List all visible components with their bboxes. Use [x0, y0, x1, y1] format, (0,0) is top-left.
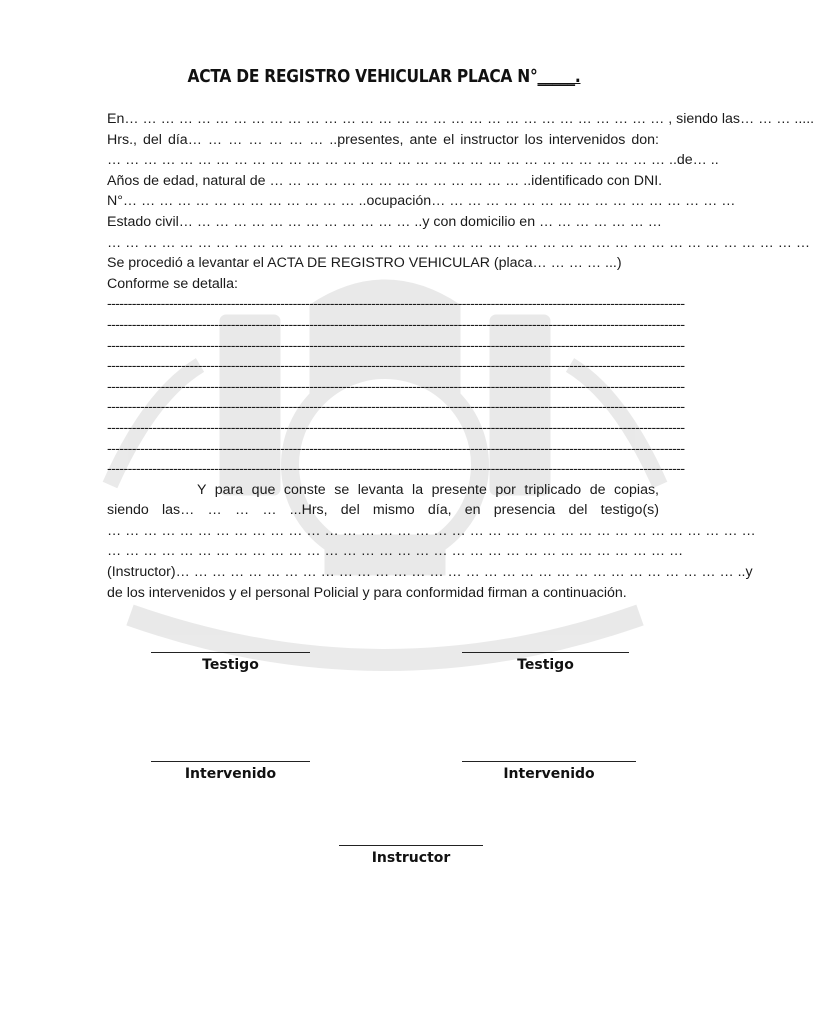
detail-dash-line: -------------------------------------------------------------------------------------------------------------------------------------------- [107, 419, 685, 436]
signature-label: Instructor [371, 850, 451, 866]
signature-line [151, 761, 310, 762]
detail-dash-line: -------------------------------------------------------------------------------------------------------------------------------------------- [107, 461, 685, 478]
body-line: Estado civil… … … … … … … … … … … … … ..y con domicilio en … … … … … … … [107, 213, 662, 230]
plate-number-blank: _____. [537, 66, 581, 87]
signature-line [151, 652, 310, 653]
detail-dash-line: -------------------------------------------------------------------------------------------------------------------------------------------- [107, 399, 685, 416]
body-line: N°… … … … … … … … … … … … … ..ocupación… … … … … … … … … … … … … … … … … [107, 193, 736, 210]
document-title [54, 66, 714, 87]
detail-dash-line: -------------------------------------------------------------------------------------------------------------------------------------------- [107, 378, 685, 395]
signature-line [462, 652, 629, 653]
body-line: de los intervenidos y el personal Policial y para conformidad firman a continuación. [107, 584, 627, 601]
signature-line [339, 845, 483, 846]
body-line: … … … … … … … … … … … … … … … … … … … … … … … … … … … … … … … ..de… .. [107, 152, 719, 169]
signature-testigo-right [462, 652, 629, 673]
body-line: Hrs., del día… … … … … … … ..presentes, ante el instructor los intervenidos don: [107, 131, 659, 148]
signature-instructor [339, 845, 483, 866]
body-line: Y para que conste se levanta la presente por triplicado de copias, [197, 481, 659, 498]
signature-label: Testigo [517, 657, 574, 673]
body-line: (Instructor)… … … … … … … … … … … … … … … … … … … … … … … … … … … … … … … ..y [107, 564, 753, 581]
title-text: ACTA DE REGISTRO VEHICULAR PLACA N° [187, 66, 538, 87]
body-line: siendo las… … … … ...Hrs, del mismo día, en presencia del testigo(s) [107, 502, 659, 519]
body-line: En… … … … … … … … … … … … … … … … … … … … … … … … … … … … … … , siendo las… … … ..... [107, 111, 814, 127]
signature-testigo-left [151, 652, 310, 673]
document-body [107, 109, 814, 603]
signature-line [462, 761, 636, 762]
detail-dash-line: -------------------------------------------------------------------------------------------------------------------------------------------- [107, 337, 685, 354]
body-line: … … … … … … … … … … … … … … … … … … … … … … … … … … … … … … … … … … … … … … … [107, 234, 811, 251]
body-line: Se procedió a levantar el ACTA DE REGISTRO VEHICULAR (placa… … … … ...) [107, 255, 622, 272]
signature-label: Testigo [202, 657, 259, 673]
detail-dash-line: -------------------------------------------------------------------------------------------------------------------------------------------- [107, 296, 685, 313]
detail-dash-line: -------------------------------------------------------------------------------------------------------------------------------------------- [107, 316, 685, 333]
signature-intervenido-left [151, 761, 310, 782]
signature-label: Intervenido [184, 766, 277, 782]
body-line: Conforme se detalla: [107, 275, 238, 292]
signature-label: Intervenido [503, 766, 595, 782]
detail-dash-line: -------------------------------------------------------------------------------------------------------------------------------------------- [107, 358, 685, 375]
body-line: … … … … … … … … … … … … … … … … … … … … … … … … … … … … … … … … [107, 543, 684, 560]
signature-intervenido-right [462, 761, 636, 782]
detail-dash-line: -------------------------------------------------------------------------------------------------------------------------------------------- [107, 440, 685, 457]
body-line: … … … … … … … … … … … … … … … … … … … … … … … … … … … … … … … … … … … … [107, 522, 756, 539]
body-line: Años de edad, natural de … … … … … … … … … … … … … … ..identificado con DNI. [107, 172, 663, 189]
